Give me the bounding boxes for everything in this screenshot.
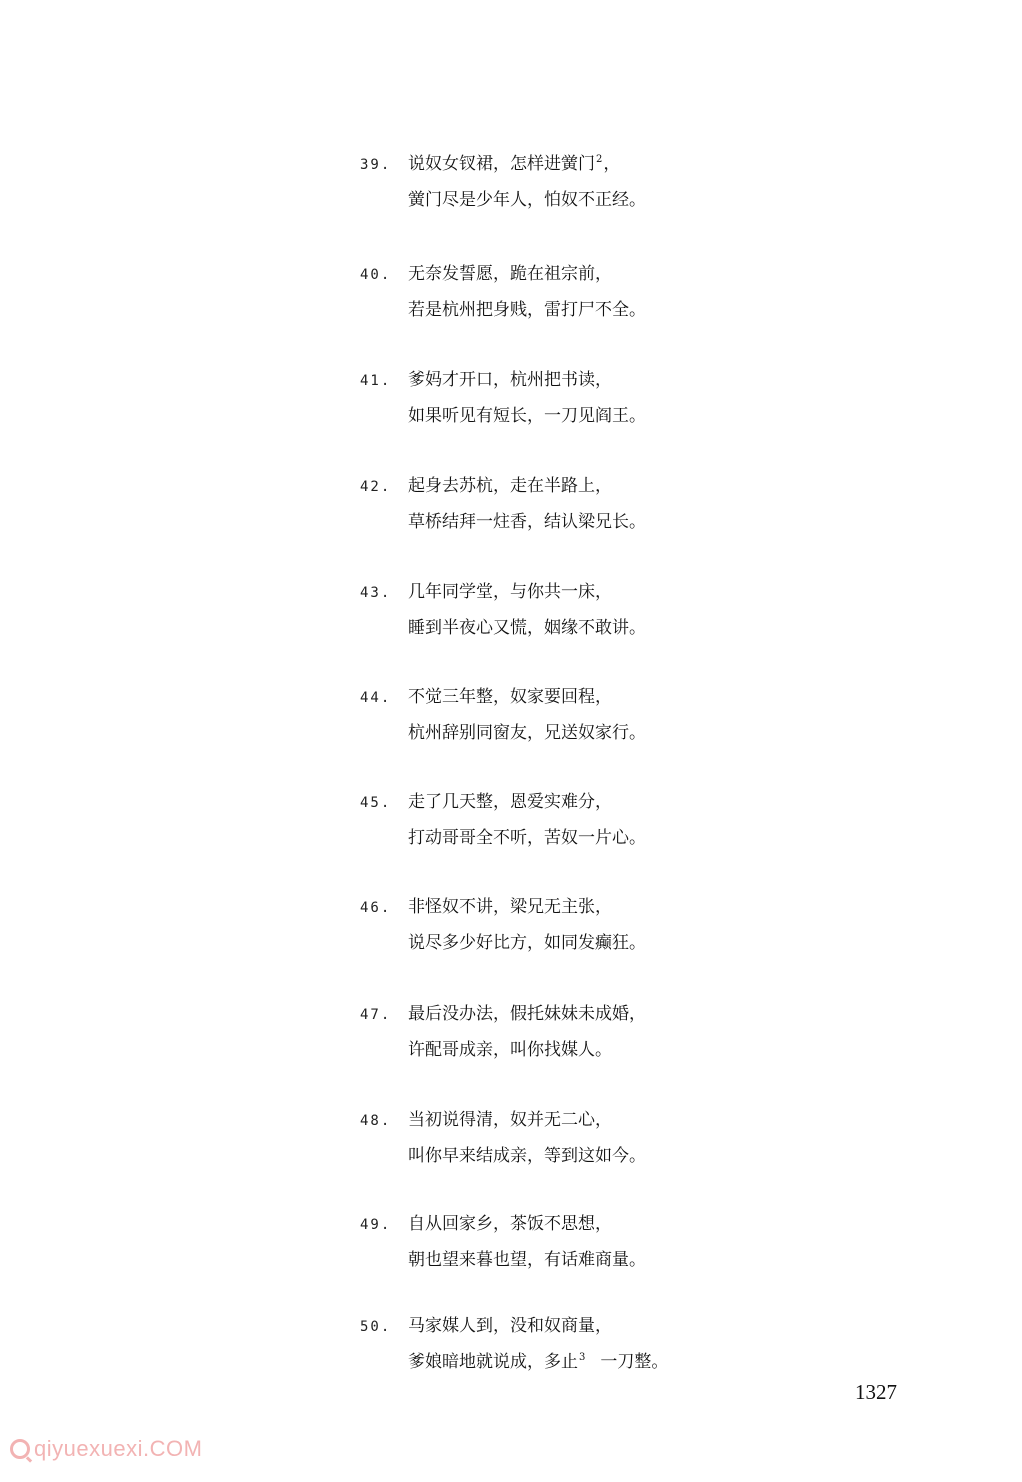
- verse-line-2: 打动哥哥全不听，苦奴一片心。: [408, 828, 646, 848]
- verse-line-2: 睡到半夜心又慌，姻缘不敢讲。: [408, 618, 646, 638]
- verse-line-1: [360, 1102, 780, 1138]
- verse-line-2: 叫你早来结成亲，等到这如今。: [408, 1146, 646, 1166]
- verse-text-end: ，: [603, 154, 621, 174]
- verse-number: 40.: [360, 267, 392, 283]
- verse-line-1: [360, 1308, 780, 1344]
- verse-text: 几年同学堂，与你共一床，: [408, 582, 612, 602]
- verse-line-2: 说尽多少好比方，如同发癫狂。: [408, 933, 646, 953]
- watermark-text: qiyuexuexi.COM: [34, 1436, 203, 1461]
- page-number: 1327: [855, 1380, 897, 1404]
- verse-line-2: 许配哥成亲，叫你找媒人。: [408, 1040, 612, 1060]
- verse-49: [360, 1206, 780, 1278]
- verse-48: [360, 1102, 780, 1174]
- verse-line-1: [360, 574, 780, 610]
- verse-text: 起身去苏杭，走在半路上，: [408, 476, 612, 496]
- verse-line-1: [360, 889, 780, 925]
- verse-41: [360, 362, 780, 434]
- verse-text-part: 爹娘暗地就说成，多止: [408, 1352, 578, 1372]
- verse-number: 44.: [360, 690, 392, 706]
- verse-number: 46.: [360, 900, 392, 916]
- verse-43: [360, 574, 780, 646]
- verse-line-1: [360, 996, 780, 1032]
- verse-number: 47.: [360, 1007, 392, 1023]
- verse-47: [360, 996, 780, 1068]
- verse-line-1: [360, 146, 780, 182]
- verse-line-2: 若是杭州把身贱，雷打尸不全。: [408, 300, 646, 320]
- verse-line-2: 杭州辞别同窗友，兄送奴家行。: [408, 723, 646, 743]
- verse-42: [360, 468, 780, 540]
- verse-44: [360, 679, 780, 751]
- verse-text: 自从回家乡，茶饭不思想，: [408, 1214, 612, 1234]
- footnote-marker: 2: [596, 154, 603, 166]
- verse-line-2: 黉门尽是少年人，怕奴不正经。: [408, 190, 646, 210]
- verse-line-1: [360, 1206, 780, 1242]
- verse-39: [360, 146, 780, 218]
- verse-text-end: 一刀整。: [600, 1352, 669, 1372]
- verse-46: [360, 889, 780, 961]
- verse-line-1: [360, 468, 780, 504]
- verse-line-1: [360, 679, 780, 715]
- verse-45: [360, 784, 780, 856]
- verse-text: [408, 146, 620, 182]
- verse-line-2: 如果听见有短长，一刀见阎王。: [408, 406, 646, 426]
- verse-line-1: [360, 256, 780, 292]
- verse-text: 不觉三年整，奴家要回程，: [408, 687, 612, 707]
- verse-text-part: 说奴女钗裙，怎样进黉门: [408, 154, 595, 174]
- verse-line-1: [360, 362, 780, 398]
- verse-50: [360, 1308, 780, 1380]
- verse-line-2: 草桥结拜一炷香，结认梁兄长。: [408, 512, 646, 532]
- verse-number: 50.: [360, 1319, 392, 1335]
- verse-text: 当初说得清，奴并无二心，: [408, 1110, 612, 1130]
- verse-40: [360, 256, 780, 328]
- verse-text: 非怪奴不讲，梁兄无主张，: [408, 897, 612, 917]
- verse-number: 41.: [360, 373, 392, 389]
- verse-line-2: 朝也望来暮也望，有话难商量。: [408, 1250, 646, 1270]
- verse-text: 马家媒人到，没和奴商量，: [408, 1316, 612, 1336]
- footnote-marker: 3: [579, 1352, 586, 1364]
- verse-text: 无奈发誓愿，跪在祖宗前，: [408, 264, 612, 284]
- verse-line-2: [360, 1344, 780, 1380]
- verse-number: 43.: [360, 585, 392, 601]
- verse-number: 42.: [360, 479, 392, 495]
- verse-number: 49.: [360, 1217, 392, 1233]
- verse-number: 39.: [360, 157, 392, 173]
- verse-line-1: [360, 784, 780, 820]
- verse-number: 45.: [360, 795, 392, 811]
- verse-text: 爹妈才开口，杭州把书读，: [408, 370, 612, 390]
- verse-text: 走了几天整，恩爱实难分，: [408, 792, 612, 812]
- verse-text: 最后没办法，假托妹妹未成婚，: [408, 1004, 646, 1024]
- magnifier-logo-icon: [10, 1439, 30, 1459]
- verse-number: 48.: [360, 1113, 392, 1129]
- watermark: [10, 1436, 202, 1462]
